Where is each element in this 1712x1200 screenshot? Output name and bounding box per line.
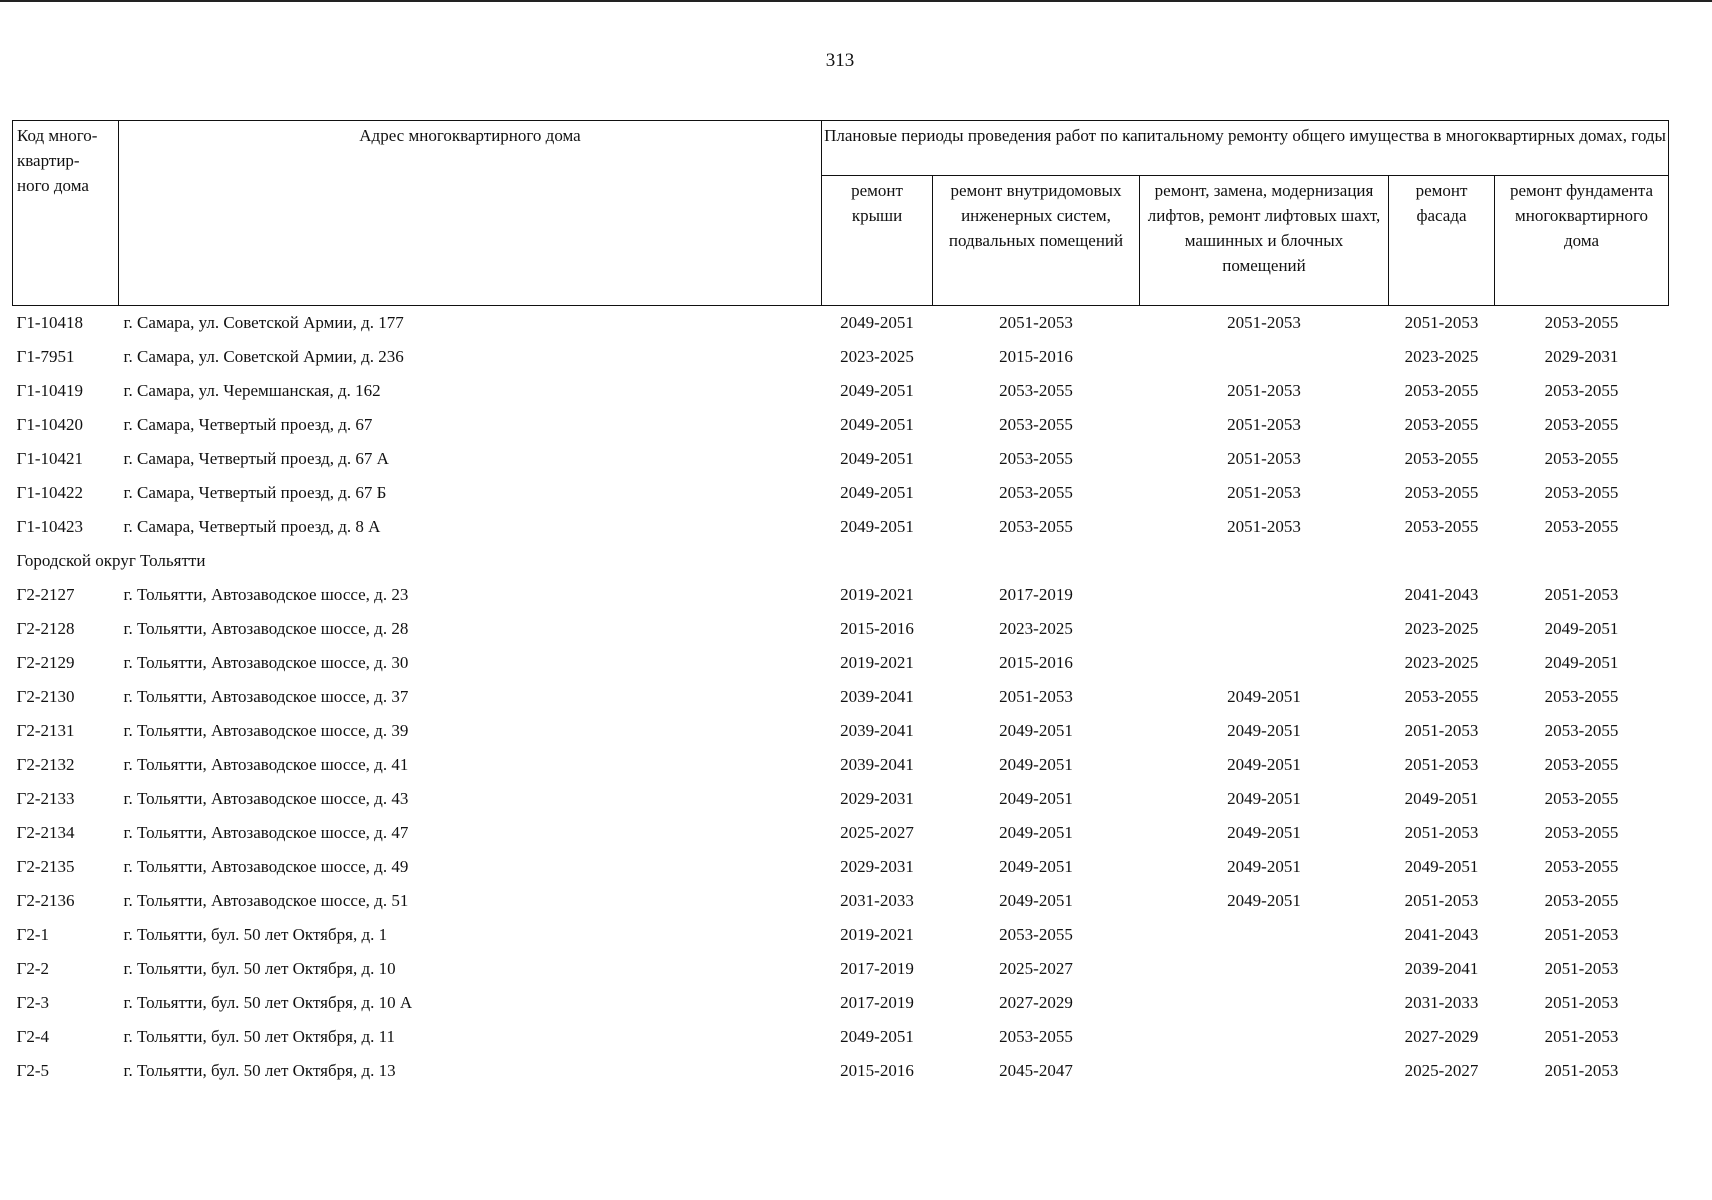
cell-code: Г2-2131 [16,721,75,740]
cell-lifts: 2049-2051 [1227,857,1301,876]
cell-foundation: 2053-2055 [1544,687,1619,706]
cell-roof: 2015-2016 [840,619,914,638]
cell-lifts [1140,918,1389,952]
cell-engineering: 2053-2055 [999,1027,1073,1046]
cell-foundation: 2049-2051 [1544,619,1619,638]
table-row [13,476,1669,510]
table-row [13,680,1669,714]
cell-code: Г2-2129 [16,653,75,672]
cell-lifts: 2051-2053 [1227,381,1301,400]
cell-code: Г2-2128 [16,619,75,638]
table-row [13,442,1669,476]
table-row [13,1020,1669,1054]
cell-code: Г2-2127 [16,585,75,604]
cell-engineering: 2053-2055 [999,517,1073,536]
cell-lifts [1140,340,1389,374]
cell-lifts: 2051-2053 [1227,517,1301,536]
cell-facade: 2049-2051 [1404,857,1479,876]
cell-address: г. Тольятти, бул. 50 лет Октября, д. 1 [123,925,388,944]
cell-facade: 2051-2053 [1404,823,1479,842]
section-title: Городской округ Тольятти [16,551,206,570]
cell-facade: 2053-2055 [1404,517,1479,536]
cell-facade: 2025-2027 [1404,1061,1479,1080]
cell-foundation: 2053-2055 [1544,789,1619,808]
cell-engineering: 2015-2016 [999,347,1073,366]
table-row [13,748,1669,782]
table-row [13,714,1669,748]
cell-code: Г1-10419 [16,381,83,400]
cell-address: г. Тольятти, Автозаводское шоссе, д. 49 [123,857,409,876]
header-code: Код много- квартир- ного дома [13,121,119,306]
cell-roof: 2049-2051 [840,313,914,332]
table-body [13,306,1669,1089]
cell-engineering: 2049-2051 [999,823,1073,842]
cell-roof: 2039-2041 [840,687,914,706]
cell-code: Г1-7951 [16,347,75,366]
table-header [13,121,1669,306]
header-roof: ремонт крыши [822,176,933,306]
cell-roof: 2039-2041 [840,721,914,740]
cell-roof: 2023-2025 [840,347,914,366]
cell-roof: 2049-2051 [840,415,914,434]
cell-engineering: 2049-2051 [999,891,1073,910]
cell-engineering: 2027-2029 [999,993,1073,1012]
cell-roof: 2019-2021 [840,925,914,944]
cell-engineering: 2053-2055 [999,925,1073,944]
cell-address: г. Тольятти, Автозаводское шоссе, д. 51 [123,891,409,910]
cell-roof: 2031-2033 [840,891,914,910]
cell-facade: 2041-2043 [1404,925,1479,944]
header-periods: Плановые периоды проведения работ по капитальному ремонту общего имущества в многоквартирных домах, годы [822,121,1669,176]
header-lifts: ремонт, замена, модернизация лифтов, ремонт лифтовых шахт, машинных и блочных помещений [1140,176,1389,306]
cell-foundation: 2051-2053 [1544,1061,1619,1080]
cell-address: г. Тольятти, Автозаводское шоссе, д. 28 [123,619,409,638]
cell-foundation: 2053-2055 [1544,755,1619,774]
cell-address: г. Самара, ул. Советской Армии, д. 236 [123,347,404,366]
table-row [13,884,1669,918]
cell-engineering: 2053-2055 [999,381,1073,400]
cell-engineering: 2049-2051 [999,789,1073,808]
cell-facade: 2053-2055 [1404,381,1479,400]
cell-engineering: 2023-2025 [999,619,1073,638]
cell-roof: 2025-2027 [840,823,914,842]
cell-roof: 2049-2051 [840,517,914,536]
cell-roof: 2017-2019 [840,959,914,978]
cell-address: г. Самара, ул. Советской Армии, д. 177 [123,313,404,332]
table-row [13,408,1669,442]
cell-foundation: 2053-2055 [1544,857,1619,876]
cell-facade: 2039-2041 [1404,959,1479,978]
cell-roof: 2019-2021 [840,653,914,672]
cell-code: Г1-10418 [16,313,83,332]
cell-engineering: 2045-2047 [999,1061,1073,1080]
cell-lifts: 2051-2053 [1227,313,1301,332]
header-foundation: ремонт фундамента многоквартирного дома [1495,176,1669,306]
cell-foundation: 2053-2055 [1544,313,1619,332]
cell-address: г. Тольятти, Автозаводское шоссе, д. 47 [123,823,409,842]
table-row [13,646,1669,680]
cell-address: г. Самара, Четвертый проезд, д. 67 Б [123,483,387,502]
cell-code: Г1-10421 [16,449,83,468]
table-row [13,782,1669,816]
cell-address: г. Тольятти, Автозаводское шоссе, д. 30 [123,653,409,672]
header-engineering: ремонт внутридомовых инженерных систем, подвальных помещений [933,176,1140,306]
header-address: Адрес многоквартирного дома [119,121,822,306]
cell-roof: 2039-2041 [840,755,914,774]
table-row [13,816,1669,850]
cell-facade: 2023-2025 [1404,653,1479,672]
cell-roof: 2029-2031 [840,789,914,808]
cell-foundation: 2053-2055 [1544,415,1619,434]
cell-lifts: 2049-2051 [1227,789,1301,808]
cell-engineering: 2053-2055 [999,449,1073,468]
cell-address: г. Тольятти, Автозаводское шоссе, д. 41 [123,755,409,774]
cell-code: Г2-2136 [16,891,75,910]
cell-roof: 2049-2051 [840,381,914,400]
cell-foundation: 2051-2053 [1544,585,1619,604]
cell-code: Г2-2 [16,959,49,978]
cell-address: г. Тольятти, бул. 50 лет Октября, д. 10 А [123,993,413,1012]
cell-address: г. Тольятти, бул. 50 лет Октября, д. 13 [123,1061,396,1080]
cell-code: Г1-10423 [16,517,83,536]
cell-facade: 2053-2055 [1404,415,1479,434]
table-row [13,918,1669,952]
table-row [13,850,1669,884]
cell-code: Г1-10420 [16,415,83,434]
cell-lifts: 2051-2053 [1227,449,1301,468]
cell-engineering: 2053-2055 [999,483,1073,502]
cell-address: г. Тольятти, бул. 50 лет Октября, д. 10 [123,959,396,978]
cell-foundation: 2051-2053 [1544,959,1619,978]
cell-lifts [1140,646,1389,680]
cell-lifts [1140,578,1389,612]
cell-facade: 2053-2055 [1404,687,1479,706]
cell-roof: 2049-2051 [840,449,914,468]
cell-lifts [1140,1054,1389,1088]
cell-foundation: 2053-2055 [1544,823,1619,842]
cell-code: Г2-2130 [16,687,75,706]
cell-foundation: 2051-2053 [1544,993,1619,1012]
table-row [13,306,1669,341]
cell-code: Г2-1 [16,925,49,944]
cell-lifts: 2051-2053 [1227,415,1301,434]
cell-facade: 2049-2051 [1404,789,1479,808]
cell-foundation: 2053-2055 [1544,449,1619,468]
table-row [13,510,1669,544]
table-row [13,374,1669,408]
cell-facade: 2023-2025 [1404,347,1479,366]
cell-facade: 2053-2055 [1404,449,1479,468]
cell-address: г. Самара, Четвертый проезд, д. 67 А [123,449,389,468]
table-row [13,578,1669,612]
cell-foundation: 2053-2055 [1544,381,1619,400]
cell-facade: 2051-2053 [1404,313,1479,332]
cell-lifts: 2049-2051 [1227,755,1301,774]
cell-facade: 2027-2029 [1404,1027,1479,1046]
cell-lifts: 2051-2053 [1227,483,1301,502]
cell-facade: 2053-2055 [1404,483,1479,502]
cell-lifts [1140,986,1389,1020]
cell-code: Г2-5 [16,1061,49,1080]
cell-engineering: 2049-2051 [999,721,1073,740]
cell-code: Г2-2135 [16,857,75,876]
cell-code: Г2-4 [16,1027,49,1046]
cell-facade: 2031-2033 [1404,993,1479,1012]
cell-foundation: 2053-2055 [1544,891,1619,910]
cell-roof: 2049-2051 [840,1027,914,1046]
cell-engineering: 2017-2019 [999,585,1073,604]
cell-foundation: 2053-2055 [1544,517,1619,536]
cell-engineering: 2025-2027 [999,959,1073,978]
top-rule [0,0,1712,2]
table-row [13,986,1669,1020]
table-row [13,612,1669,646]
section-row [13,544,1669,578]
cell-foundation: 2029-2031 [1544,347,1619,366]
cell-foundation: 2051-2053 [1544,925,1619,944]
capital-repair-table [12,120,1669,1088]
cell-lifts: 2049-2051 [1227,891,1301,910]
cell-facade: 2041-2043 [1404,585,1479,604]
cell-roof: 2019-2021 [840,585,914,604]
cell-roof: 2017-2019 [840,993,914,1012]
cell-lifts [1140,612,1389,646]
table-row [13,952,1669,986]
cell-engineering: 2051-2053 [999,687,1073,706]
cell-foundation: 2049-2051 [1544,653,1619,672]
cell-lifts: 2049-2051 [1227,721,1301,740]
cell-facade: 2051-2053 [1404,721,1479,740]
cell-address: г. Самара, Четвертый проезд, д. 67 [123,415,373,434]
cell-code: Г2-2133 [16,789,75,808]
cell-engineering: 2051-2053 [999,313,1073,332]
cell-foundation: 2051-2053 [1544,1027,1619,1046]
cell-address: г. Самара, ул. Черемшанская, д. 162 [123,381,381,400]
cell-engineering: 2015-2016 [999,653,1073,672]
cell-roof: 2049-2051 [840,483,914,502]
cell-address: г. Тольятти, Автозаводское шоссе, д. 43 [123,789,409,808]
cell-facade: 2051-2053 [1404,755,1479,774]
cell-roof: 2029-2031 [840,857,914,876]
cell-lifts [1140,1020,1389,1054]
cell-lifts: 2049-2051 [1227,823,1301,842]
cell-address: г. Тольятти, бул. 50 лет Октября, д. 11 [123,1027,395,1046]
cell-lifts [1140,952,1389,986]
table-row [13,340,1669,374]
cell-code: Г2-2134 [16,823,75,842]
cell-engineering: 2049-2051 [999,857,1073,876]
cell-roof: 2015-2016 [840,1061,914,1080]
cell-foundation: 2053-2055 [1544,483,1619,502]
cell-lifts: 2049-2051 [1227,687,1301,706]
cell-foundation: 2053-2055 [1544,721,1619,740]
cell-engineering: 2049-2051 [999,755,1073,774]
cell-address: г. Самара, Четвертый проезд, д. 8 А [123,517,381,536]
page-number: 313 [825,50,855,71]
cell-engineering: 2053-2055 [999,415,1073,434]
cell-code: Г2-3 [16,993,49,1012]
cell-code: Г2-2132 [16,755,75,774]
cell-facade: 2051-2053 [1404,891,1479,910]
cell-address: г. Тольятти, Автозаводское шоссе, д. 23 [123,585,409,604]
cell-facade: 2023-2025 [1404,619,1479,638]
cell-code: Г1-10422 [16,483,83,502]
header-facade: ремонт фасада [1389,176,1495,306]
table-row [13,1054,1669,1088]
cell-address: г. Тольятти, Автозаводское шоссе, д. 39 [123,721,409,740]
cell-address: г. Тольятти, Автозаводское шоссе, д. 37 [123,687,409,706]
